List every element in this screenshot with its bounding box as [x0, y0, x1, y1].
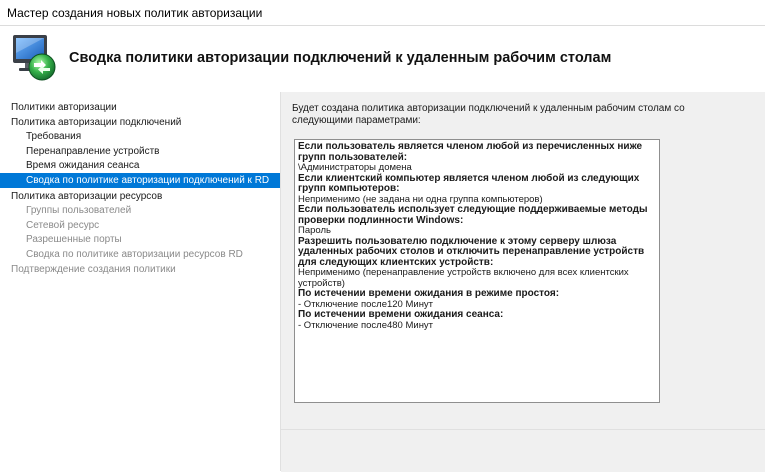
step-network-resource: Сетевой ресурс [26, 219, 100, 231]
button-bar [281, 429, 765, 472]
remote-desktop-gateway-icon [8, 33, 60, 83]
step-session-timeout[interactable]: Время ожидания сеанса [26, 160, 140, 171]
wizard-header [0, 26, 765, 92]
summary-intro-text: Будет создана политика авторизации подключений к удаленным рабочим столам со следующими параметрами: [292, 103, 685, 126]
step-authorization-policies[interactable]: Политики авторизации [11, 102, 117, 113]
summary-value: \Администраторы домена [298, 162, 412, 173]
policy-summary-box[interactable] [294, 139, 660, 403]
summary-heading: По истечении времени ожидания в режиме простоя: [298, 288, 560, 299]
summary-heading: По истечении времени ожидания сеанса: [298, 309, 504, 320]
summary-value: Неприменимо (перенаправление устройств включено для всех клиентских устройств) [298, 267, 629, 289]
step-device-redirection[interactable]: Перенаправление устройств [26, 145, 160, 157]
content-panel [281, 92, 765, 429]
summary-heading: Если пользователь использует следующие поддерживаемые методы проверки подлинности Windows: [298, 204, 648, 226]
summary-heading: Разрешить пользователю подключение к этому серверу шлюза удаленных рабочих столов и отключить перенаправление устройств для следующих клиентских устройств: [298, 235, 645, 268]
summary-heading: Если клиентский компьютер является членом любой из следующих групп компьютеров: [298, 172, 640, 194]
step-user-groups: Группы пользователей [26, 205, 132, 216]
wizard-steps-sidebar [0, 92, 281, 471]
summary-value: Неприменимо (не задана ни одна группа компьютеров) [298, 193, 543, 205]
summary-heading: Если пользователь является членом любой из перечисленных ниже групп пользователей: [298, 141, 643, 163]
step-rap-summary: Сводка по политике авторизации ресурсов RD [26, 249, 243, 260]
summary-value: - Отключение после120 Минут [298, 298, 434, 310]
summary-value: - Отключение после480 Минут [298, 319, 434, 331]
step-resource-authorization-policy[interactable]: Политика авторизации ресурсов [11, 190, 163, 202]
step-connection-authorization-policy[interactable]: Политика авторизации подключений [11, 116, 182, 128]
step-cap-summary[interactable]: Сводка по политике авторизации подключений к RD [0, 173, 280, 188]
step-requirements[interactable]: Требования [26, 131, 82, 142]
window-title: Мастер создания новых политик авторизации [7, 6, 263, 20]
step-allowed-ports: Разрешенные порты [26, 234, 122, 245]
step-confirmation: Подтверждение создания политики [11, 264, 176, 275]
title-bar [0, 0, 765, 26]
summary-value: Пароль [298, 225, 331, 236]
page-title: Сводка политики авторизации подключений к удаленным рабочим столам [69, 50, 612, 66]
